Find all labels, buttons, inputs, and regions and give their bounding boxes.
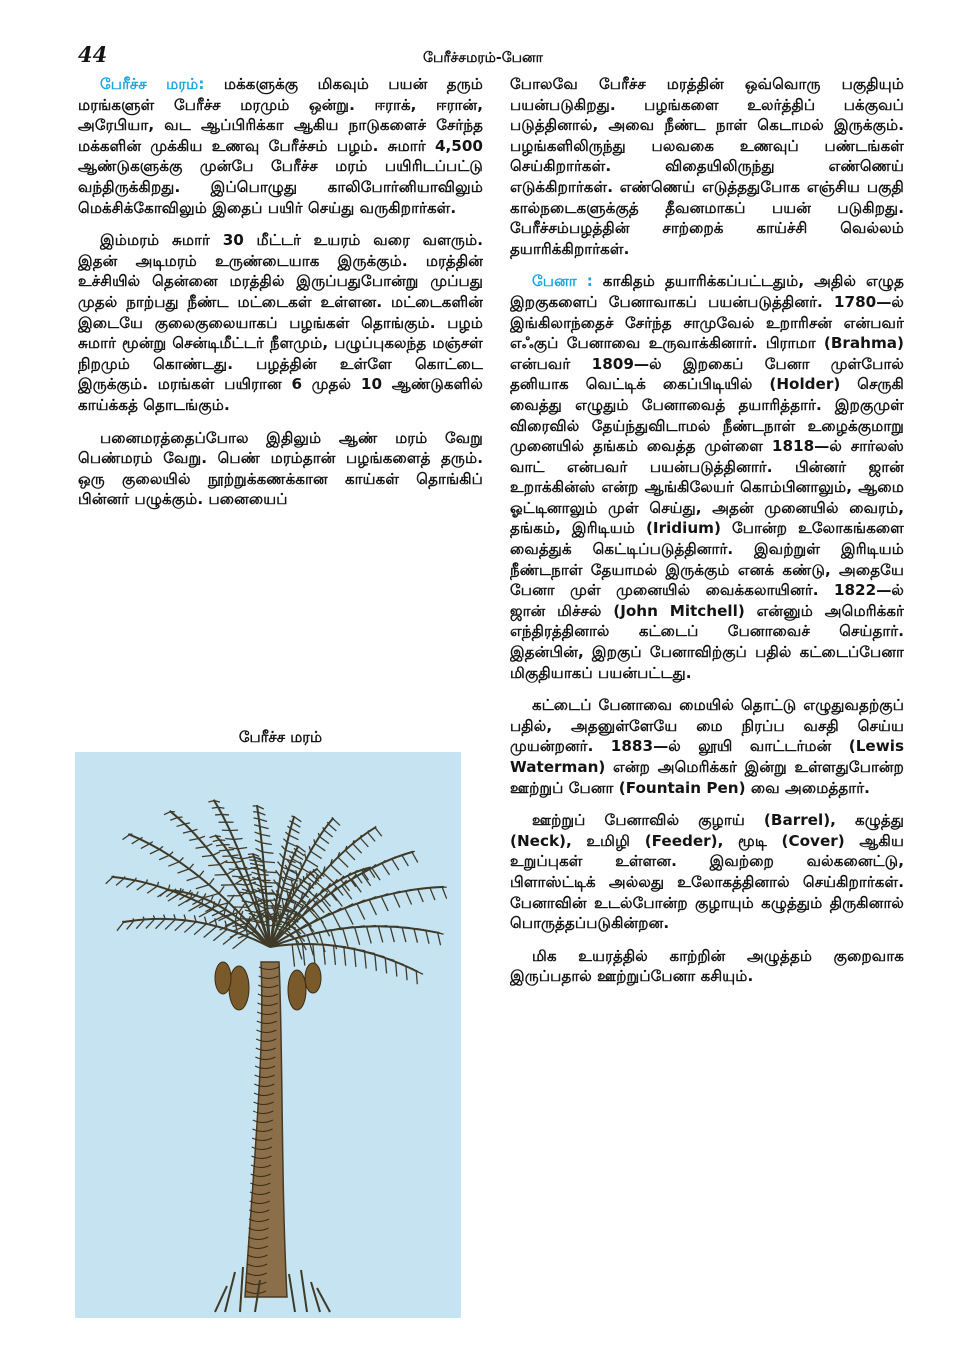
frond-leaflet	[199, 909, 213, 917]
frond-leaflet	[306, 859, 318, 866]
frond-leaflet	[150, 849, 159, 854]
frond-leaflet	[330, 865, 341, 875]
frond-leaflet	[222, 814, 229, 815]
frond-leaflet	[381, 896, 388, 911]
frond-leaflet	[185, 823, 190, 824]
paragraph-fountain-pen-parts: ஊற்றுப் பேனாவில் குழாய் (Barrel), கழுத்து (Neck), உமிழி (Feeder), மூடி (Cover) ஆகிய உறுப்புகள் உள்ளன. இவற்றை வல்கனைட்டு, பிளாஸ்ட்டிக் அல்லது உலோகத்தினால் செய்கிறார்கள். பேனாவின் உடல்போன்ற குழாயும் கழுத்தும் திருகினால் பொருத்தப்படுகின்றன.	[510, 811, 904, 933]
frond-leaflet	[137, 883, 147, 890]
page-number: 44	[78, 42, 108, 67]
frond-leaflet	[260, 826, 269, 828]
frond-leaflet	[168, 885, 169, 890]
frond-leaflet	[280, 853, 284, 858]
frond-leaflet	[390, 927, 394, 942]
frond-leaflet	[166, 891, 174, 897]
frond-leaflet	[323, 873, 335, 884]
frond-leaflet	[378, 926, 387, 927]
frond-leaflet	[132, 839, 140, 844]
frond-leaflet	[438, 933, 441, 946]
frond-leaflet	[196, 847, 206, 849]
frond-leaflet	[311, 851, 322, 858]
frond-leaflet	[159, 846, 163, 849]
frond-leaflet	[426, 930, 429, 943]
paragraph-fountain-pen-leak: மிக உயரத்தில் காற்றின் அழுத்தம் குறைவாக இருப்பதால் ஊற்றுப்பேனா கசியும்.	[510, 946, 904, 986]
frond-leaflet	[117, 922, 124, 931]
frond-leaflet	[227, 870, 235, 875]
frond-leaflet	[375, 955, 377, 971]
frond-leaflet	[290, 864, 300, 869]
frond-leaflet	[202, 855, 213, 856]
frond-leaflet	[170, 818, 177, 821]
frond-leaflet	[141, 844, 150, 849]
frond-leaflet	[327, 822, 328, 824]
frond-leaflet	[382, 863, 390, 875]
frond-leaflet	[333, 913, 342, 930]
frond-leaflet	[216, 845, 223, 846]
frond-leaflet	[225, 839, 234, 840]
frond-leaflet	[240, 919, 255, 920]
section-heading-pen: பேனா :	[532, 272, 593, 291]
palm-fronds	[106, 800, 447, 985]
frond-leaflet	[208, 865, 220, 866]
frond-leaflet	[283, 871, 286, 876]
frond-leaflet	[289, 835, 298, 840]
frond-leaflet	[291, 828, 300, 833]
frond-leaflet	[292, 945, 294, 967]
frond-leaflet	[300, 862, 301, 869]
frond-leaflet	[414, 929, 421, 930]
paragraph-text: காகிதம் தயாரிக்கப்பட்டதும், அதில் எழுத இறகுகளைப் பேனாவாகப் பயன்படுத்தினர். 1780—ல் இங்கிலாந்தைச் சேர்ந்த சாமுவேல் உறாரிசன் என்பவர் எஃகுப் பேனாவை உருவாக்கினார். பிராமா (Brahma) என்பவர் 1809—ல் இறகைப் பேனா முள்போல் தனியாக வெட்டிக் கைப்பிடியில் (Holder) செருகி வைத்து எழுதும் பேனாவைத் தயாரித்தார். இறகுமுள் விரைவில் தேய்ந்துவிடாமல் நீண்டநாள் உழைக்குமாறு முனையில் தங்கம் வைத்த முள்ளை 1818—ல் சார்லஸ் வாட் என்பவர் பயன்படுத்தினார். பின்னர் ஜான் உறாக்கின்ஸ் என்ற ஆங்கிலேயர் கொம்பினாலும், ஆமை ஓட்டினாலும் முள் செய்து, அதன் முனையில் வைரம், தங்கம், இரிடியம் (Iridium) போன்ற உலோகங்களை வைத்துக் கெட்டிப்படுத்தினார். இவற்றுள் இரிடியம் நீண்டநாள் தேயாமல் இருக்கும் எனக் கண்டு, அதையே பேனா முள் முனையில் வைக்கலாயினர். 1822—ல் ஜான் மிச்சல் (John Mitchell) என்னும் அமெரிக்கர் எந்திரத்தினால் கட்டைப் பேனாவைச் செய்தார். இதன்பின், இறகுப் பேனாவிற்குப் பதில் கட்டைப்பேனா மிகுதியாகப் பயன்பட்டது.	[510, 272, 904, 682]
frond-leaflet	[298, 847, 305, 853]
frond-leaflet	[355, 927, 360, 945]
running-title: பேரீச்சமரம்-பேனா	[423, 50, 543, 66]
frond-leaflet	[353, 844, 362, 854]
frond-leaflet	[360, 838, 368, 847]
frond-leaflet	[209, 878, 214, 884]
frond-leaflet	[281, 846, 285, 850]
frond-leaflet	[261, 834, 270, 836]
frond-leaflet	[150, 842, 153, 844]
left-column	[78, 74, 483, 718]
frond-leaflet	[367, 927, 372, 944]
frond-leaflet	[354, 949, 356, 967]
frond-leaflet	[385, 958, 386, 973]
frond-leaflet	[418, 889, 423, 902]
frond-leaflet	[183, 831, 192, 833]
frond-leaflet	[263, 852, 274, 853]
frond-leaflet	[309, 846, 310, 851]
frond-leaflet	[343, 929, 348, 947]
frond-leaflet	[392, 859, 399, 870]
frond-leaflet	[219, 850, 227, 851]
frond-leaflet	[238, 848, 247, 849]
frond-leaflet	[215, 814, 222, 815]
frond-leaflet	[263, 862, 275, 863]
frond-leaflet	[177, 824, 185, 826]
frond-leaflet	[442, 887, 447, 899]
frond-leaflet	[231, 855, 239, 856]
frond-leaflet	[218, 899, 221, 905]
frond-leaflet	[168, 862, 179, 866]
frond-leaflet	[318, 833, 319, 837]
date-palm-drawing	[75, 752, 461, 1318]
paragraph-date-palm-description: இம்மரம் சுமார் 30 மீட்டர் உயரம் வரை வளரும். இதன் அடிமரம் உருண்டையாக இருக்கும். மரத்தின் உச்சியில் தென்னை மரத்தில் இருப்பதுபோன்று முப்பது முதல் நாற்பது நீண்ட மட்டைகள் உள்ளன. மட்டைகளின் இடையே குலைகுலையாகப் பழங்கள் தொங்கும். பழம் சுமார் மூன்று சென்டிமீட்டர் நீளமும், பழுப்புகலந்த மஞ்சள் நிறமும் கொண்டது. பழத்தின் உள்ளே கொட்டை இருக்கும். மரங்கள் பயிரான 6 முதல் 10 ஆண்டுகளில் காய்க்கத் தொடங்கும்.	[78, 231, 483, 414]
frond-leaflet	[416, 971, 417, 984]
frond-leaflet	[294, 817, 301, 822]
frond-leaflet	[345, 850, 355, 860]
frond-leaflet	[164, 812, 171, 815]
frond-leaflet	[320, 919, 329, 937]
frond-leaflet	[292, 852, 295, 854]
frond-leaflet	[210, 836, 216, 838]
date-palm-illustration	[75, 752, 461, 1318]
frond-leaflet	[375, 828, 382, 837]
frond-leaflet	[192, 829, 198, 831]
frond-leaflet	[295, 938, 302, 959]
frond-leaflet	[122, 835, 129, 840]
frond-leaflet	[315, 844, 325, 851]
frond-leaflet	[328, 824, 336, 831]
frond-leaflet	[276, 870, 281, 876]
frond-leaflet	[291, 816, 294, 817]
frond-leaflet	[178, 869, 190, 873]
frond-leaflet	[278, 862, 283, 868]
frond-leaflet	[262, 843, 272, 845]
frond-leaflet	[333, 819, 340, 826]
frond-leaflet	[416, 971, 423, 974]
frond-leaflet	[418, 888, 423, 889]
frond-leaflet	[204, 926, 217, 937]
frond-leaflet	[123, 921, 124, 922]
frond-leaflet	[169, 852, 173, 856]
frond-leaflet	[167, 889, 168, 890]
frond-leaflet	[126, 880, 135, 887]
frond-leaflet	[396, 962, 397, 977]
frond-leaflet	[211, 896, 213, 902]
frond-leaflet	[184, 922, 196, 933]
frond-leaflet	[232, 876, 243, 877]
frond-leaflet	[140, 837, 143, 838]
frond-leaflet	[324, 830, 333, 837]
paragraph-date-palm-intro	[78, 74, 483, 218]
frond-leaflet	[288, 870, 299, 875]
frond-leaflet	[124, 876, 125, 878]
frond-leaflet	[199, 836, 205, 838]
frond-leaflet	[208, 801, 214, 802]
frond-leaflet	[189, 864, 193, 869]
frond-leaflet	[368, 832, 375, 841]
frond-leaflet	[357, 904, 365, 920]
frond-leaflet	[406, 891, 412, 905]
frond-leaflet	[116, 878, 124, 885]
frond-leaflet	[233, 937, 248, 949]
right-column	[510, 74, 904, 1324]
frond-leaflet	[130, 834, 133, 835]
frond-leaflet	[215, 874, 227, 875]
frond-leaflet	[332, 817, 333, 818]
frond-leaflet	[344, 947, 346, 965]
frond-leaflet	[369, 900, 376, 915]
frond-leaflet	[187, 877, 199, 881]
frond-leaflet	[305, 854, 306, 860]
frond-leaflet	[406, 966, 407, 980]
frond-leaflet	[352, 879, 362, 892]
paragraph-date-palm-gender: பனைமரத்தைப்போல இதிலும் ஆண் மரம் வேறு பெண்மரம் வேறு. பெண் மரம்தான் பழங்களைத் தரும். ஒரு குலையில் நூற்றுக்கணக்கான காய்கள் தொங்கிப் பின்னர் பழுக்கும். பனையைப்	[78, 428, 483, 509]
frond-leaflet	[113, 876, 114, 877]
frond-leaflet	[213, 929, 227, 940]
frond-leaflet	[156, 919, 166, 929]
frond-leaflet	[362, 873, 371, 886]
frond-leaflet	[402, 927, 406, 942]
frond-leaflet	[258, 869, 267, 870]
frond-leaflet	[248, 854, 253, 855]
frond-leaflet	[213, 840, 220, 842]
paragraph-fountain-pen-invention: கட்டைப் பேனாவை மையில் தொட்டு எழுதுவதற்குப் பதில், அதனுள்ளேயே மை நிரப்ப வசதி செய்ய முயன்றனர். 1883—ல் லூயி வாட்டர்மன் (Lewis Waterman) என்ற அமெரிக்கர் இன்று உள்ளதுபோன்ற ஊற்றுப் பேனா (Fountain Pen) வை அமைத்தார்.	[510, 696, 904, 797]
frond-leaflet	[296, 846, 298, 847]
frond-leaflet	[165, 919, 175, 929]
frond-leaflet	[393, 893, 399, 907]
frond-leaflet	[196, 885, 209, 889]
frond-leaflet	[205, 893, 219, 897]
frond-leaflet	[175, 920, 186, 930]
frond-leaflet	[235, 884, 246, 885]
frond-leaflet	[229, 869, 239, 870]
frond-leaflet	[219, 886, 224, 893]
frond-leaflet	[212, 807, 218, 808]
frond-leaflet	[414, 929, 418, 943]
frond-leaflet	[106, 877, 113, 884]
frond-leaflet	[147, 886, 157, 893]
frond-leaflet	[334, 946, 336, 965]
frond-leaflet	[227, 850, 234, 851]
frond-leaflet	[314, 839, 315, 843]
frond-leaflet	[319, 837, 329, 844]
frond-leaflet	[378, 926, 382, 942]
frond-leaflet	[146, 919, 155, 929]
frond-leaflet	[287, 889, 289, 898]
frond-leaflet	[294, 854, 303, 859]
frond-leaflet	[259, 874, 269, 875]
frond-leaflet	[234, 839, 243, 840]
paragraph-pen-history	[510, 271, 904, 683]
frond-leaflet	[249, 860, 255, 861]
frond-leaflet	[354, 949, 365, 951]
frond-leaflet	[264, 872, 276, 873]
frond-leaflet	[199, 871, 204, 877]
frond-leaflet	[206, 844, 213, 847]
figure-caption: பேரீச்ச மரம்	[238, 728, 323, 746]
frond-leaflet	[235, 861, 243, 863]
frond-leaflet	[430, 888, 435, 900]
frond-leaflet	[239, 904, 245, 913]
frond-leaflet	[338, 857, 348, 867]
frond-leaflet	[160, 890, 167, 896]
frond-leaflet	[412, 852, 418, 862]
paragraph-date-palm-uses: போலவே பேரீச்ச மரத்தின் ஒவ்வொரு பகுதியும் பயன்படுகிறது. பழங்களை உலர்த்திப் பக்குவப் படுத்தினால், அவை நீண்ட நாள் கெடாமல் இருக்கும். பழங்களிலிருந்து பலவகை உணவுப் பண்டங்கள் செய்கிறார்கள். விதையிலிருந்து எண்ணெய் எடுக்கிறார்கள். எண்ணெய் எடுத்ததுபோக எஞ்சிய பகுதி கால்நடைகளுக்குத் தீவனமாகப் பயன் படுகிறது. பேரீச்சம்பழத்தின் சாற்றைக் காய்ச்சி வெல்லம் தயாரிக்கிறார்கள்.	[510, 75, 904, 258]
frond-leaflet	[365, 952, 367, 969]
paragraph-text: மக்களுக்கு மிகவும் பயன் தரும் மரங்களுள் பேரீச்ச மரமும் ஒன்று. ஈராக், ஈரான், அரேபியா, வட ஆப்பிரிக்கா ஆகிய நாடுகளைச் சேர்ந்த மக்களின் முக்கிய உணவு பேரீச்சம் பழம். சுமார் 4,500 ஆண்டுகளுக்கு முன்பே பேரீச்ச மரம் பயிரிடப்பட்டு வந்திருக்கிறது. இப்பொழுது காலிபோர்னியாவிலும் மெக்சிக்கோவிலும் இதைப் பயிர் செய்து வருகிறார்கள்.	[78, 75, 483, 217]
frond-leaflet	[292, 822, 300, 827]
section-heading-date-palm: பேரீச்ச மரம்:	[100, 75, 205, 93]
frond-leaflet	[179, 858, 183, 862]
frond-leaflet	[332, 893, 343, 907]
frond-leaflet	[194, 924, 206, 935]
frond-leaflet	[159, 855, 169, 859]
frond-leaflet	[264, 900, 276, 901]
frond-leaflet	[213, 852, 220, 856]
frond-leaflet	[189, 839, 198, 841]
frond-leaflet	[345, 908, 353, 924]
frond-leaflet	[369, 868, 375, 878]
frond-leaflet	[402, 855, 408, 866]
